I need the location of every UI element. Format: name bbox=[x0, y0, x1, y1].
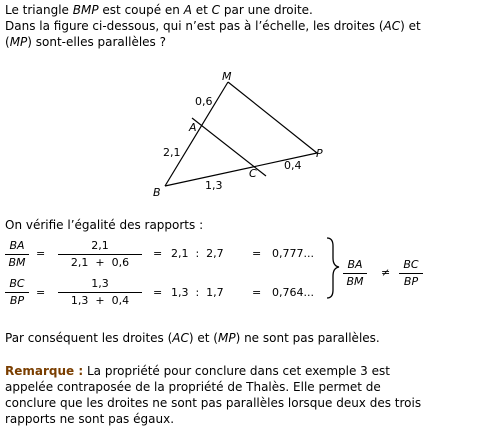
fraction-numerator: BA bbox=[347, 258, 363, 271]
fraction-denominator: BM bbox=[346, 275, 364, 288]
ratio-1-left-fraction bbox=[5, 239, 29, 270]
remark-line-1 bbox=[5, 364, 390, 379]
fraction-bar bbox=[58, 254, 142, 255]
equals-sign: = bbox=[252, 286, 262, 299]
equals-sign: = bbox=[153, 247, 163, 260]
fraction-denominator: BP bbox=[403, 275, 419, 288]
intro-text: Le triangle bbox=[5, 3, 73, 17]
ratio-2-left-fraction bbox=[5, 277, 29, 308]
equals-sign: = bbox=[153, 286, 163, 299]
plus-sign: + bbox=[95, 294, 105, 307]
remark-text: La propriété pour conclure dans cet exemple 3 est bbox=[83, 364, 390, 378]
remark-label: Remarque : bbox=[5, 364, 84, 378]
line-name: AC bbox=[383, 19, 401, 33]
length-label-MA: 0,6 bbox=[195, 95, 213, 108]
remark-line-4: rapports ne sont pas égaux. bbox=[5, 412, 175, 426]
fraction-denominator: BP bbox=[9, 294, 25, 307]
point-name: A bbox=[183, 3, 192, 17]
right-brace bbox=[327, 238, 339, 298]
conclusion-text: ) ne sont pas parallèles. bbox=[235, 331, 380, 345]
verify-sentence: On vérifie l’égalité des rapports : bbox=[5, 218, 204, 232]
equals-sign: = bbox=[252, 247, 262, 260]
conclusion-fraction-BA-BM bbox=[343, 258, 367, 289]
plus-sign: + bbox=[95, 256, 105, 269]
fraction-denominator bbox=[58, 256, 142, 270]
division-calc: 2,1 : 2,7 bbox=[171, 247, 224, 260]
denominator-term: 0,4 bbox=[111, 294, 130, 307]
fraction-numerator: 1,3 bbox=[91, 277, 109, 290]
denominator-term: 0,6 bbox=[111, 256, 130, 269]
intro-text: est coupé en bbox=[98, 3, 184, 17]
remark-line-3: conclure que les droites ne sont pas parallèles lorsque deux des trois bbox=[5, 396, 422, 410]
fraction-numerator: 2,1 bbox=[91, 239, 109, 252]
conclusion-sentence bbox=[5, 331, 380, 346]
point-label-M: M bbox=[222, 70, 232, 83]
fraction-numerator: BC bbox=[9, 277, 25, 290]
denominator-term: 2,1 bbox=[70, 256, 89, 269]
not-equal-sign: ≠ bbox=[381, 266, 391, 279]
line-name: MP bbox=[217, 331, 236, 345]
denominator-term: 1,3 bbox=[70, 294, 89, 307]
conclusion-text: Par conséquent les droites ( bbox=[5, 331, 173, 345]
intro-text: par une droite. bbox=[220, 3, 313, 17]
length-label-BA: 2,1 bbox=[163, 146, 181, 159]
equals-sign: = bbox=[36, 247, 46, 260]
fraction-bar bbox=[399, 273, 423, 274]
ratio-result: 0,777... bbox=[272, 247, 314, 260]
length-label-CP: 0,4 bbox=[284, 159, 302, 172]
fraction-denominator: BM bbox=[8, 256, 26, 269]
point-label-P: P bbox=[316, 147, 323, 160]
division-calc: 1,3 : 1,7 bbox=[171, 286, 224, 299]
intro-text: ( bbox=[5, 35, 10, 49]
intro-text: ) et bbox=[400, 19, 421, 33]
fraction-numerator: BA bbox=[9, 239, 25, 252]
fraction-bar bbox=[343, 273, 367, 274]
fraction-numerator: BC bbox=[403, 258, 419, 271]
fraction-bar bbox=[5, 254, 29, 255]
remark-line-2: appelée contraposée de la propriété de Thalès. Elle permet de bbox=[5, 380, 381, 394]
ratio-result: 0,764... bbox=[272, 286, 314, 299]
point-label-C: C bbox=[249, 167, 257, 180]
intro-text: et bbox=[191, 3, 212, 17]
line-name: MP bbox=[9, 35, 28, 49]
conclusion-fraction-BC-BP bbox=[399, 258, 423, 289]
fraction-bar bbox=[5, 292, 29, 293]
point-name: C bbox=[211, 3, 221, 17]
segment-MP bbox=[228, 82, 317, 153]
point-label-A: A bbox=[189, 121, 197, 134]
conclusion-text: ) et ( bbox=[188, 331, 218, 345]
ratio-2-right-fraction bbox=[58, 277, 142, 308]
intro-text: ) sont-elles parallèles ? bbox=[27, 35, 166, 49]
equals-sign: = bbox=[36, 286, 46, 299]
fraction-denominator bbox=[58, 294, 142, 308]
intro-text: Dans la figure ci-dessous, qui n’est pas à l’échelle, les droites ( bbox=[5, 19, 384, 33]
line-name: AC bbox=[172, 331, 189, 345]
triangle-name: BMP bbox=[72, 3, 99, 17]
point-label-B: B bbox=[153, 186, 161, 199]
length-label-BC: 1,3 bbox=[205, 179, 223, 192]
fraction-bar bbox=[58, 292, 142, 293]
ratio-1-right-fraction bbox=[58, 239, 142, 270]
